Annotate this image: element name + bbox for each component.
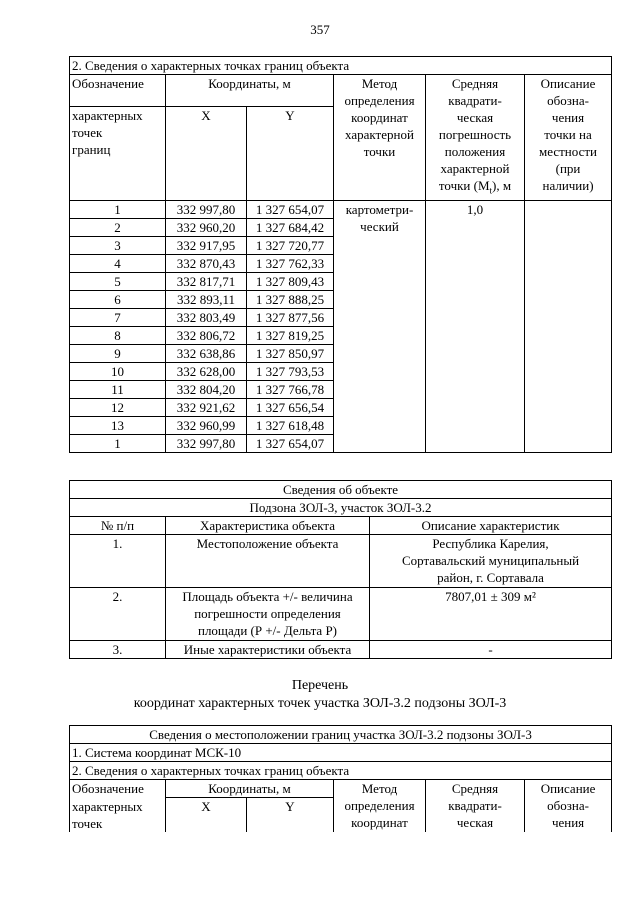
point-number: 5	[70, 272, 166, 290]
page-number: 357	[310, 22, 330, 37]
point-number: 4	[70, 254, 166, 272]
x-coordinate: 332 921,62	[166, 398, 247, 416]
designation-header-cont: характерных точек	[70, 798, 166, 833]
y-coordinate: 1 327 850,97	[247, 344, 334, 362]
point-number: 1	[70, 200, 166, 218]
row-char: Местоположение объекта	[166, 535, 370, 588]
y-coordinate: 1 327 656,54	[247, 398, 334, 416]
y-header: Y	[247, 798, 334, 833]
row-desc: -	[370, 641, 612, 659]
designation-header-cont: характерных точек границ	[70, 107, 166, 200]
row-desc: Республика Карелия, Сортавальский муниципальный район, г. Сортавала	[370, 535, 612, 588]
x-coordinate: 332 628,00	[166, 362, 247, 380]
y-coordinate: 1 327 819,25	[247, 326, 334, 344]
y-coordinate: 1 327 654,07	[247, 200, 334, 218]
x-coordinate: 332 960,99	[166, 416, 247, 434]
point-number: 11	[70, 380, 166, 398]
point-number: 9	[70, 344, 166, 362]
point-number: 13	[70, 416, 166, 434]
y-coordinate: 1 327 877,56	[247, 308, 334, 326]
point-number: 6	[70, 290, 166, 308]
x-coordinate: 332 917,95	[166, 236, 247, 254]
x-header: X	[166, 798, 247, 833]
error-header: Средняя квадрати- ческая	[426, 780, 525, 833]
x-coordinate: 332 817,71	[166, 272, 247, 290]
y-coordinate: 1 327 793,53	[247, 362, 334, 380]
list-title: Перечень	[291, 678, 349, 693]
location-title: Сведения о местоположении границ участка ЗОЛ-3.2 подзоны ЗОЛ-3	[70, 726, 612, 744]
list-subtitle: координат характерных точек участка ЗОЛ-3.2 подзоны ЗОЛ-3	[133, 696, 507, 711]
designation-header: Обозначение	[70, 780, 166, 798]
col-char-header: Характеристика объекта	[166, 517, 370, 535]
y-coordinate: 1 327 618,48	[247, 416, 334, 434]
x-coordinate: 332 997,80	[166, 434, 247, 452]
object-info-table	[69, 480, 612, 659]
row-desc: 7807,01 ± 309 м²	[370, 588, 612, 641]
x-coordinate: 332 638,86	[166, 344, 247, 362]
error-value: 1,0	[426, 200, 525, 452]
x-coordinate: 332 997,80	[166, 200, 247, 218]
row-num: 1.	[70, 535, 166, 588]
object-info-title: Сведения об объекте	[70, 481, 612, 499]
boundary-location-table	[69, 725, 612, 832]
x-coordinate: 332 803,49	[166, 308, 247, 326]
x-coordinate: 332 804,20	[166, 380, 247, 398]
point-number: 10	[70, 362, 166, 380]
y-coordinate: 1 327 766,78	[247, 380, 334, 398]
col-desc-header: Описание характеристик	[370, 517, 612, 535]
section-title: 2. Сведения о характерных точках границ объекта	[70, 762, 612, 780]
y-coordinate: 1 327 888,25	[247, 290, 334, 308]
x-coordinate: 332 870,43	[166, 254, 247, 272]
x-coordinate: 332 806,72	[166, 326, 247, 344]
y-header: Y	[247, 107, 334, 200]
designation-header: Обозначение	[70, 75, 166, 107]
error-header: Средняя квадрати- ческая погрешность положения характерной точки $(M_t)$, м	[426, 75, 525, 201]
row-num: 3.	[70, 641, 166, 659]
x-coordinate: 332 960,20	[166, 218, 247, 236]
y-coordinate: 1 327 684,42	[247, 218, 334, 236]
boundary-points-table	[69, 56, 612, 453]
section-title: 2. Сведения о характерных точках границ объекта	[70, 57, 612, 75]
col-num-header: № п/п	[70, 517, 166, 535]
x-coordinate: 332 893,11	[166, 290, 247, 308]
method-value: картометри- ческий	[334, 200, 426, 452]
y-coordinate: 1 327 762,33	[247, 254, 334, 272]
object-info-subtitle: Подзона ЗОЛ-3, участок ЗОЛ-3.2	[70, 499, 612, 517]
description-value	[525, 200, 612, 452]
coordinate-system: 1. Система координат МСК-10	[70, 744, 612, 762]
description-header: Описание обозна- чения	[525, 780, 612, 833]
row-char: Иные характеристики объекта	[166, 641, 370, 659]
point-number: 7	[70, 308, 166, 326]
coordinates-header: Координаты, м	[166, 75, 334, 107]
point-number: 2	[70, 218, 166, 236]
y-coordinate: 1 327 654,07	[247, 434, 334, 452]
point-number: 12	[70, 398, 166, 416]
point-number: 1	[70, 434, 166, 452]
y-coordinate: 1 327 720,77	[247, 236, 334, 254]
row-num: 2.	[70, 588, 166, 641]
row-char: Площадь объекта +/- величина погрешности определения площади (Р +/- Дельта Р)	[166, 588, 370, 641]
point-number: 8	[70, 326, 166, 344]
y-coordinate: 1 327 809,43	[247, 272, 334, 290]
method-header: Метод определения координат характерной точки	[334, 75, 426, 201]
method-header: Метод определения координат	[334, 780, 426, 833]
x-header: X	[166, 107, 247, 200]
coordinates-header: Координаты, м	[166, 780, 334, 798]
point-number: 3	[70, 236, 166, 254]
description-header: Описание обозна- чения точки на местности (при наличии)	[525, 75, 612, 201]
table-row	[70, 200, 612, 218]
